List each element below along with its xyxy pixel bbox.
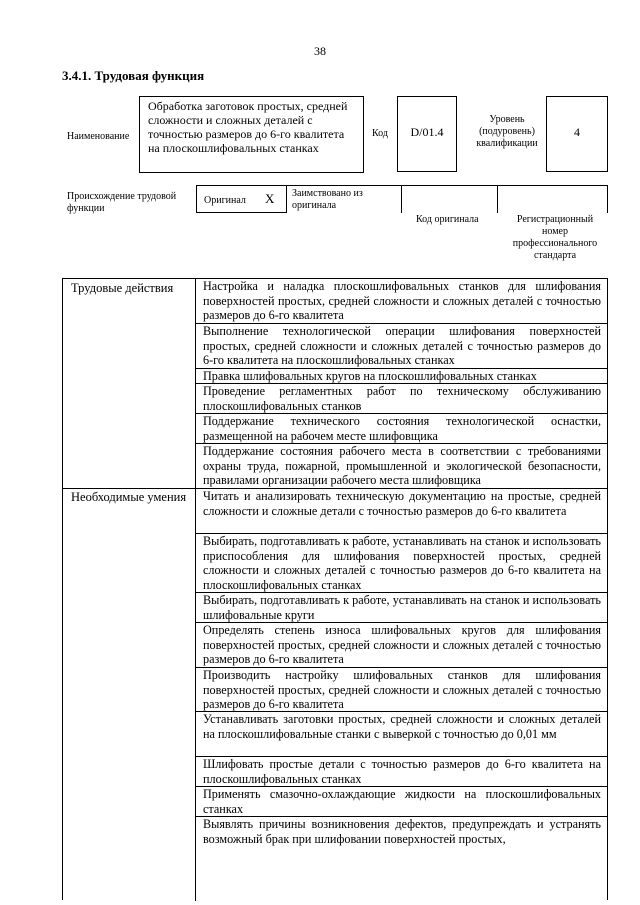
skill-item: Выбирать, подготавливать к работе, устанавливать на станок и использовать шлифовальные круги [203, 593, 601, 622]
labor-action-item: Настройка и наладка плоскошлифовальных станков для шлифования поверхностей простых, средней сложности и сложных деталей с точностью размеров до 6-го квалитета [203, 279, 601, 323]
page-number: 38 [314, 44, 326, 58]
skills-header: Необходимые умения [71, 490, 187, 504]
labor-action-item: Правка шлифовальных кругов на плоскошлифовальных станках [203, 369, 537, 383]
skill-item: Устанавливать заготовки простых, средней сложности и сложных деталей на плоскошлифовальные станки с выверкой с точностью до 0,01 мм [203, 712, 601, 741]
section-title: 3.4.1. Трудовая функция [62, 68, 205, 83]
code-box [397, 96, 457, 172]
code-label: Код [372, 128, 388, 139]
skill-item: Выявлять причины возникновения дефектов, предупреждать и устранять возможный брак при шлифовании поверхностей простых, [203, 817, 601, 846]
name-label: Наименование [67, 131, 130, 142]
table-column-divider [195, 279, 196, 901]
skill-item: Производить настройку шлифовальных станков для шлифования поверхностей простых, средней сложности и сложных деталей с точностью размеров до 6-го квалитета [203, 668, 601, 712]
borrowed-label: Заимствовано из оригинала [292, 188, 363, 211]
original-mark: X [265, 191, 275, 206]
skill-item: Выбирать, подготавливать к работе, устанавливать на станок и использовать приспособления для шлифования поверхностей простых, средней сложности и сложных деталей с точностью размеров до 6-го квалитета на плоскошлифовальных станках [203, 534, 601, 592]
function-name-box [139, 96, 364, 173]
labor-action-item: Поддержание состояния рабочего места в соответствии с требованиями охраны труда, пожарной, промышленной и экологической безопасности, правилами организации рабочего места шлифовщика [203, 444, 601, 488]
skill-item: Читать и анализировать техническую документацию на простые, средней сложности и сложные детали с точностью размеров до 6-го квалитета [203, 489, 601, 518]
origin-box [196, 185, 608, 213]
skill-item: Определять степень износа шлифовальных кругов для шлифования поверхностей простых, средней сложности и сложных деталей с точностью размеров до 6-го квалитета [203, 623, 601, 667]
origin-label: Происхождение трудовой функции [67, 191, 177, 214]
reg-number-label: Регистрационный номер профессионального стандарта [512, 214, 598, 261]
origin-bottom-line [196, 212, 286, 213]
code-original-label: Код оригинала [416, 214, 479, 225]
origin-divider-3 [497, 185, 498, 213]
origin-divider-1 [286, 185, 287, 213]
origin-divider-2 [401, 185, 402, 213]
function-name-value: Обработка заготовок простых, средней сложности и сложных деталей с точностью размеров до 6-го квалитета на плоскошлифовальных станках [148, 99, 348, 155]
skill-item: Применять смазочно-охлаждающие жидкости на плоскошлифовальных станках [203, 787, 601, 816]
skill-item: Шлифовать простые детали с точностью размеров до 6-го квалитета на плоскошлифовальных станках [203, 757, 601, 786]
level-box [546, 96, 608, 172]
labor-actions-header: Трудовые действия [71, 281, 174, 295]
code-value: D/01.4 [410, 125, 444, 139]
level-value: 4 [574, 125, 580, 139]
original-label: Оригинал [204, 195, 246, 206]
level-label: Уровень (подуровень) квалификации [476, 114, 538, 149]
labor-action-item: Поддержание технического состояния технологической оснастки, размещенной на рабочем месте шлифовщика [203, 414, 601, 443]
labor-action-item: Выполнение технологической операции шлифования поверхностей простых, средней сложности и сложных деталей с точностью размеров до 6-го квалитета на плоскошлифовальных станках [203, 324, 601, 368]
function-table [62, 278, 608, 900]
labor-action-item: Проведение регламентных работ по техническому обслуживанию плоскошлифовальных станков [203, 384, 601, 413]
